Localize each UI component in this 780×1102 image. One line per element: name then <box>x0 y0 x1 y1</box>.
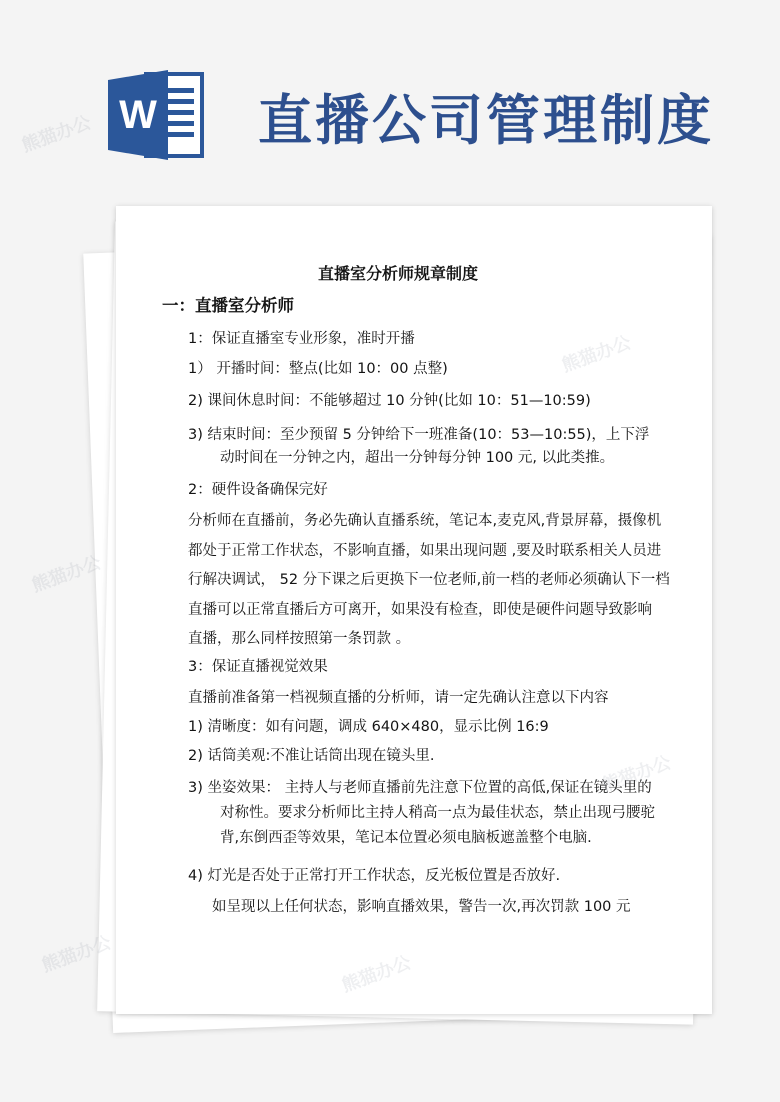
p3-heading: 3：保证直播视觉效果 <box>188 659 328 675</box>
watermark: 熊猫办公 <box>29 552 104 597</box>
p2-heading: 2：硬件设备确保完好 <box>188 482 328 498</box>
p3-item-4: 4) 灯光是否处于正常打开工作状态，反光板位置是否放好. <box>188 868 561 884</box>
p2-line-1: 分析师在直播前，务必先确认直播系统，笔记本,麦克风,背景屏幕，摄像机 <box>188 513 662 529</box>
p2-line-3: 行解决调试， 52 分下课之后更换下一位老师,前一档的老师必须确认下一档 <box>188 572 670 588</box>
p3-item-1: 1) 清晰度：如有问题，调成 640×480，显示比例 16:9 <box>188 719 549 735</box>
document-title: 直播室分析师规章制度 <box>318 264 479 283</box>
p2-line-2: 都处于正常工作状态，不影响直播，如果出现问题 ,要及时联系相关人员进 <box>188 543 662 559</box>
p3-penalty: 如呈现以上任何状态，影响直播效果，警告一次,再次罚款 100 元 <box>212 899 631 915</box>
p1-item-3-line-1: 3) 结束时间：至少预留 5 分钟给下一班准备(10：53—10:55)，上下浮 <box>188 427 650 443</box>
p1-heading: 1：保证直播室专业形象，准时开播 <box>188 331 415 347</box>
p1-item-2: 2) 课间休息时间：不能够超过 10 分钟(比如 10：51—10:59) <box>188 393 591 409</box>
p3-item-3-line-3: 背,东倒西歪等效果，笔记本位置必须电脑板遮盖整个电脑. <box>220 830 592 846</box>
word-logo-letter: W <box>119 93 157 137</box>
p2-line-5: 直播，那么同样按照第一条罚款 。 <box>188 631 411 647</box>
p1-item-1: 1） 开播时间：整点(比如 10：00 点整) <box>188 361 448 377</box>
watermark: 熊猫办公 <box>19 112 94 157</box>
p3-item-3-line-1: 3) 坐姿效果： 主持人与老师直播前先注意下位置的高低,保证在镜头里的 <box>188 780 652 796</box>
p3-item-2: 2) 话筒美观:不准让话筒出现在镜头里. <box>188 748 435 764</box>
p2-line-4: 直播可以正常直播后方可离开，如果没有检查，即使是硬件问题导致影响 <box>188 602 652 618</box>
p3-intro: 直播前准备第一档视频直播的分析师，请一定先确认注意以下内容 <box>188 690 609 706</box>
p1-item-3-line-2: 动时间在一分钟之内，超出一分钟每分钟 100 元, 以此类推。 <box>220 450 615 466</box>
watermark: 熊猫办公 <box>39 932 114 977</box>
banner-title: 直播公司管理制度 <box>258 88 714 152</box>
p3-item-3-line-2: 对称性。要求分析师比主持人稍高一点为最佳状态，禁止出现弓腰驼 <box>220 805 655 821</box>
section-heading: 一：直播室分析师 <box>162 296 294 315</box>
